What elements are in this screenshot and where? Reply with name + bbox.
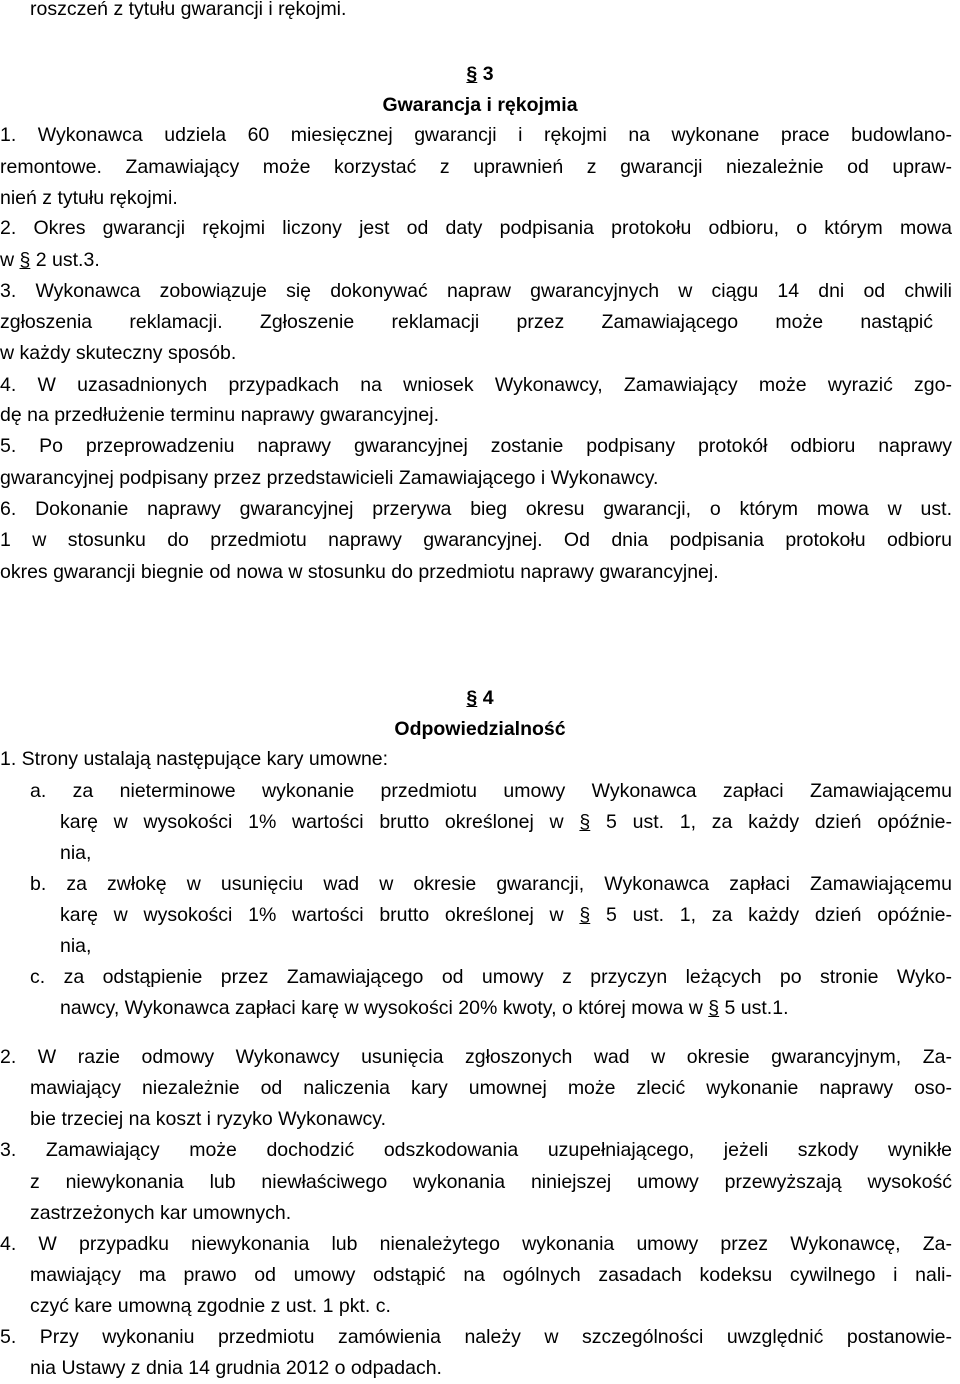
text-line: nia, xyxy=(60,935,92,957)
text-line: 2. W razie odmowy Wykonawcy usunięcia zgłoszonych wad w okresie gwarancyjnym, Za- xyxy=(0,1046,952,1068)
text-line: roszczeń z tytułu gwarancji i rękojmi. xyxy=(30,0,347,20)
text-line: nawcy, Wykonawca zapłaci karę w wysokości 20% kwoty, o której mowa w § 5 ust.1. xyxy=(60,997,789,1019)
text-line: 1 w stosunku do przedmiotu naprawy gwarancyjnej. Od dnia podpisania protokołu odbioru xyxy=(0,529,952,551)
text-line: z niewykonania lub niewłaściwego wykonania niniejszej umowy przewyższają wysokość xyxy=(30,1171,952,1193)
text-line: bie trzeciej na koszt i ryzyko Wykonawcy. xyxy=(30,1108,386,1130)
text-line: 3. Wykonawca zobowiązuje się dokonywać napraw gwarancyjnych w ciągu 14 dni od chwili xyxy=(0,280,952,302)
section-sign-icon: § xyxy=(19,249,31,271)
text-line: b. za zwłokę w usunięciu wad w okresie gwarancji, Wykonawca zapłaci Zamawiającemu xyxy=(30,873,952,895)
text-line: okres gwarancji biegnie od nowa w stosunku do przedmiotu naprawy gwarancyjnej. xyxy=(0,561,719,583)
text-line: 1. Strony ustalają następujące kary umowne: xyxy=(0,748,389,770)
text-line: czyć kare umowną zgodnie z ust. 1 pkt. c. xyxy=(30,1295,391,1317)
text-line: w § 2 ust.3. xyxy=(0,249,100,271)
section-4-number xyxy=(0,683,960,714)
text-line: 1. Wykonawca udziela 60 miesięcznej gwarancji i rękojmi na wykonane prace budowlano- xyxy=(0,124,952,146)
section-sign-icon: § xyxy=(466,63,478,85)
text-line: karę w wysokości 1% wartości brutto określonej w § 5 ust. 1, za każdy dzień opóźnie- xyxy=(60,904,952,926)
text-line: a. za nieterminowe wykonanie przedmiotu umowy Wykonawca zapłaci Zamawiającemu xyxy=(30,780,952,802)
section-4-title: Odpowiedzialność xyxy=(394,718,566,740)
section-3-number xyxy=(0,59,960,90)
text-line: zastrzeżonych kar umownych. xyxy=(30,1202,292,1224)
text-line: mawiający niezależnie od naliczenia kary umownej może zlecić wykonanie naprawy oso- xyxy=(30,1077,952,1099)
text-line: nień z tytułu rękojmi. xyxy=(0,187,178,209)
text-line: zgłoszenia reklamacji. Zgłoszenie reklamacji przez Zamawiającego może nastąpić xyxy=(0,311,933,333)
text-line: 2. Okres gwarancji rękojmi liczony jest od daty podpisania protokołu odbioru, o którym mowa xyxy=(0,217,952,239)
text-line: 3. Zamawiający może dochodzić odszkodowania uzupełniającego, jeżeli szkody wynikłe xyxy=(0,1139,952,1161)
text-line: w każdy skuteczny sposób. xyxy=(0,342,237,364)
text-line: mawiający ma prawo od umowy odstąpić na ogólnych zasadach kodeksu cywilnego i nali- xyxy=(30,1264,952,1286)
text-line: c. za odstąpienie przez Zamawiającego od umowy z przyczyn leżących po stronie Wyko- xyxy=(30,966,952,988)
text-line: 6. Dokonanie naprawy gwarancyjnej przerywa bieg okresu gwarancji, o którym mowa w ust. xyxy=(0,498,952,520)
text-line: nia, xyxy=(60,842,92,864)
section-number: 4 xyxy=(482,687,494,709)
section-sign-icon: § xyxy=(579,904,591,926)
text-line: 4. W przypadku niewykonania lub nienależytego wykonania umowy przez Wykonawcę, Za- xyxy=(0,1233,952,1255)
section-number: 3 xyxy=(482,63,494,85)
section-3-title: Gwarancja i rękojmia xyxy=(382,94,578,116)
section-sign-icon: § xyxy=(579,811,591,833)
section-sign-icon: § xyxy=(708,997,720,1019)
text-line: 5. Po przeprowadzeniu naprawy gwarancyjnej zostanie podpisany protokół odbioru naprawy xyxy=(0,435,952,457)
text-line: dę na przedłużenie terminu naprawy gwarancyjnej. xyxy=(0,404,439,426)
text-line: remontowe. Zamawiający może korzystać z uprawnień z gwarancji niezależnie od upraw- xyxy=(0,156,952,178)
section-sign-icon: § xyxy=(466,687,478,709)
text-line: nia Ustawy z dnia 14 grudnia 2012 o odpadach. xyxy=(30,1357,442,1379)
text-line: karę w wysokości 1% wartości brutto określonej w § 5 ust. 1, za każdy dzień opóźnie- xyxy=(60,811,952,833)
text-line: 5. Przy wykonaniu przedmiotu zamówienia należy w szczególności uwzględnić postanowie- xyxy=(0,1326,952,1348)
text-line: gwarancyjnej podpisany przez przedstawicieli Zamawiającego i Wykonawcy. xyxy=(0,467,659,489)
text-line: 4. W uzasadnionych przypadkach na wniosek Wykonawcy, Zamawiający może wyrazić zgo- xyxy=(0,374,952,396)
